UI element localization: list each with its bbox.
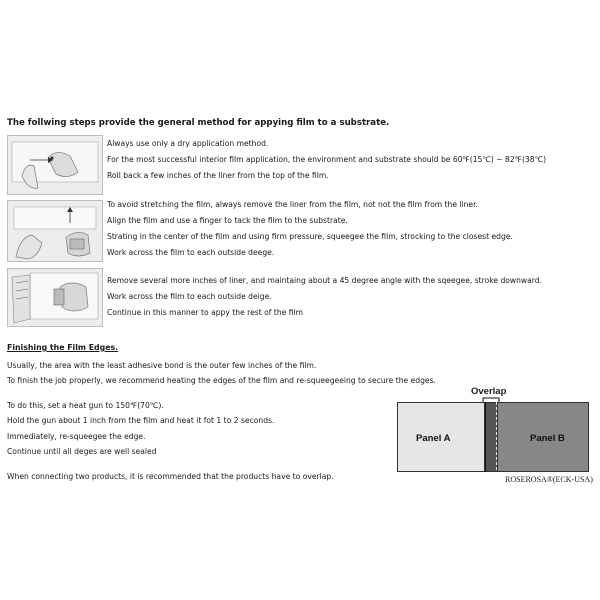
page-heading: The follwing steps provide the general method for appying film to a substrate. bbox=[7, 118, 390, 128]
brand-mark: ROSEROSA®(ECK-USA) bbox=[505, 475, 593, 484]
step-1-illustration bbox=[7, 135, 103, 195]
step-2-line-4: Work across the film to each outside deege. bbox=[107, 248, 275, 257]
finishing-line-1: Usually, the area with the least adhesive bond is the outer few inches of the film. bbox=[7, 361, 317, 370]
finishing-title: Finishing the Film Edges. bbox=[7, 343, 119, 352]
step-1-line-1: Always use only a dry application method. bbox=[107, 139, 269, 148]
overlap-dashed-lines bbox=[484, 402, 498, 472]
panel-a-label: Panel A bbox=[416, 433, 451, 444]
heat-line-4: Continue until all deges are well sealed bbox=[7, 447, 157, 456]
step-2-line-3: Strating in the center of the film and using firm pressure, squeegee the film, strocking to the closest edge. bbox=[107, 232, 513, 241]
panel-b-label: Panel B bbox=[530, 433, 565, 444]
step-3-illustration bbox=[7, 268, 103, 327]
step-3-line-1: Remove several more inches of liner, and maintaing about a 45 degree angle with the sqeegee, stroke downward. bbox=[107, 276, 543, 285]
finishing-line-2: To finish the job properly, we recommend heating the edges of the film and re-squeegeeing to secure the edges. bbox=[7, 376, 436, 385]
heat-line-3: Immediately, re-squeegee the edge. bbox=[7, 432, 146, 441]
heat-line-1: To do this, set a heat gun to 150℉(70℃). bbox=[7, 401, 164, 410]
step-2-line-2: Align the film and use a finger to tack the film to the substrate. bbox=[107, 216, 348, 225]
overlap-note: When connecting two products, it is recommended that the products have to overlap. bbox=[7, 472, 334, 481]
step-3-line-2: Work across the film to each outside deige. bbox=[107, 292, 272, 301]
step-2-line-1: To avoid stretching the film, always remove the liner from the film, not not the film from the liner. bbox=[107, 200, 478, 209]
step-2-illustration bbox=[7, 200, 103, 262]
heat-line-2: Hold the gun about 1 inch from the film and heat it fot 1 to 2 seconds. bbox=[7, 416, 275, 425]
step-3-line-3: Continue in this manner to appy the rest of the film bbox=[107, 308, 304, 317]
overlap-title: Overlap bbox=[471, 386, 507, 397]
step-1-line-2: For the most successful interior film application, the environment and substrate should be 60℉(15℃) ~ 82℉(38℃) bbox=[107, 155, 547, 164]
step-1-line-3: Roll back a few inches of the liner from the top of the film. bbox=[107, 171, 329, 180]
